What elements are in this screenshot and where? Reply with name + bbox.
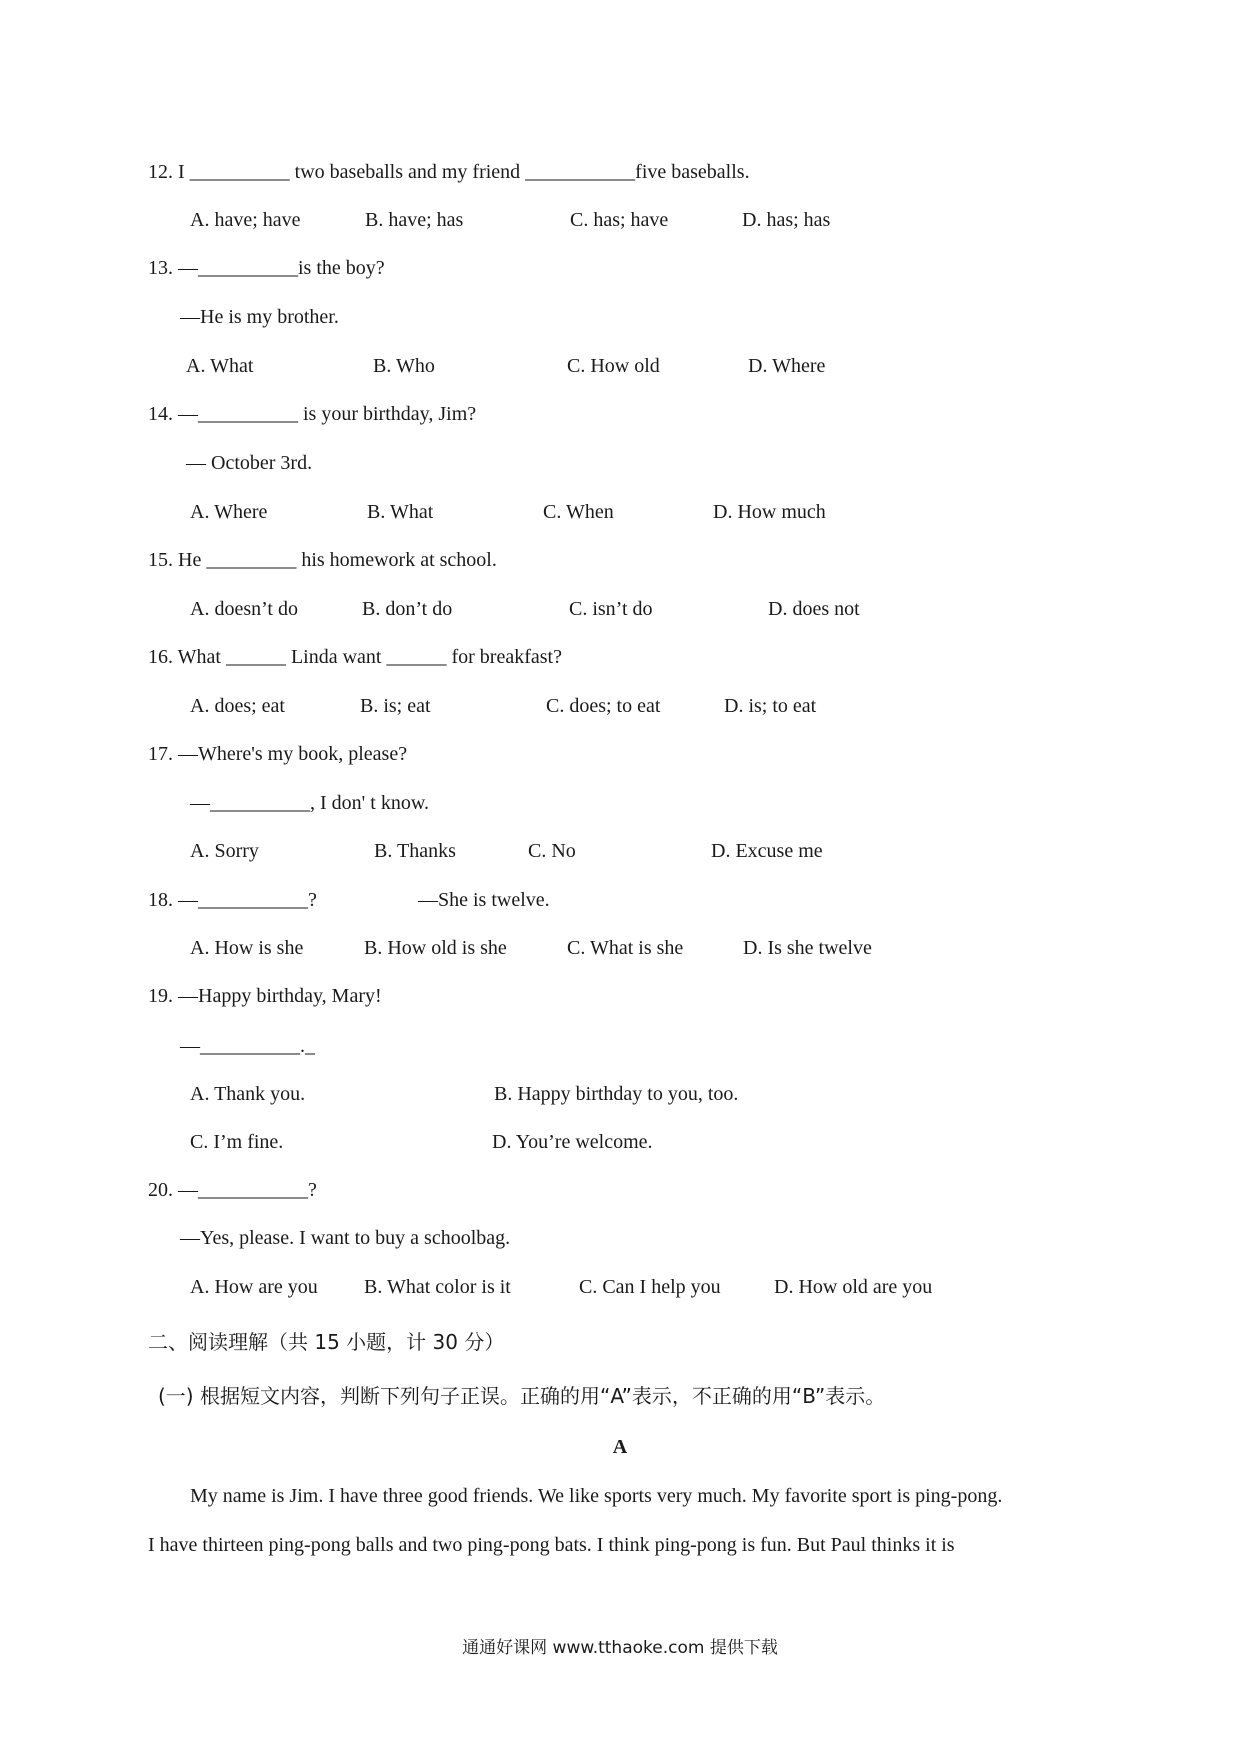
q12-option-c: C. has; have <box>570 209 669 231</box>
q13-option-a: A. What <box>186 355 254 377</box>
q20-option-d: D. How old are you <box>774 1276 933 1298</box>
q18-option-a: A. How is she <box>190 937 304 959</box>
q17-stem: 17. —Where's my book, please? <box>148 743 408 765</box>
passage-line-1: My name is Jim. I have three good friends. We like sports very much. My favorite sport is ping-pong. <box>190 1485 1003 1507</box>
q15-option-b: B. don’t do <box>362 598 453 620</box>
q17-option-a: A. Sorry <box>190 840 259 862</box>
q14-stem: 14. —__________ is your birthday, Jim? <box>148 403 477 425</box>
q16-option-b: B. is; eat <box>360 695 431 717</box>
q17-option-c: C. No <box>528 840 576 862</box>
passage-line-2: I have thirteen ping-pong balls and two ping-pong bats. I think ping-pong is fun. But Paul thinks it is <box>148 1534 955 1556</box>
q13-option-c: C. How old <box>567 355 660 377</box>
q18-option-b: B. How old is she <box>364 937 507 959</box>
q19-reply: —__________._ <box>180 1035 315 1057</box>
page-footer: 通通好课网 www.tthaoke.com 提供下载 <box>462 1638 778 1658</box>
q18-option-d: D. Is she twelve <box>743 937 872 959</box>
passage-title: A <box>612 1436 628 1458</box>
q15-option-c: C. isn’t do <box>569 598 653 620</box>
q13-reply: —He is my brother. <box>180 306 339 328</box>
q16-option-c: C. does; to eat <box>546 695 661 717</box>
q14-option-b: B. What <box>367 501 434 523</box>
q15-stem: 15. He _________ his homework at school. <box>148 549 497 571</box>
q19-option-d: D. You’re welcome. <box>492 1131 653 1153</box>
section-instruction: (一) 根据短文内容，判断下列句子正误。正确的用“A”表示，不正确的用“B”表示。 <box>158 1384 886 1408</box>
q20-reply: —Yes, please. I want to buy a schoolbag. <box>180 1227 511 1249</box>
q18-stem: 18. —___________? <box>148 889 317 911</box>
q15-option-d: D. does not <box>768 598 860 620</box>
q19-option-b: B. Happy birthday to you, too. <box>494 1083 739 1105</box>
q19-option-a: A. Thank you. <box>190 1083 306 1105</box>
q20-option-b: B. What color is it <box>364 1276 511 1298</box>
q14-reply: — October 3rd. <box>186 452 313 474</box>
q12-option-a: A. have; have <box>190 209 301 231</box>
q13-option-d: D. Where <box>748 355 826 377</box>
q13-stem: 13. —__________is the boy? <box>148 257 385 279</box>
q15-option-a: A. doesn’t do <box>190 598 298 620</box>
q19-option-c: C. I’m fine. <box>190 1131 284 1153</box>
q16-option-d: D. is; to eat <box>724 695 817 717</box>
q17-option-d: D. Excuse me <box>711 840 823 862</box>
q20-stem: 20. —___________? <box>148 1179 317 1201</box>
q13-option-b: B. Who <box>373 355 435 377</box>
section-title: 二、阅读理解（共 15 小题，计 30 分） <box>148 1330 505 1354</box>
q18-stem-reply: —She is twelve. <box>418 889 550 911</box>
q12-stem: 12. I __________ two baseballs and my friend ___________five baseballs. <box>148 161 750 183</box>
q19-stem: 19. —Happy birthday, Mary! <box>148 985 382 1007</box>
q14-option-a: A. Where <box>190 501 268 523</box>
q16-stem: 16. What ______ Linda want ______ for breakfast? <box>148 646 562 668</box>
q18-option-c: C. What is she <box>567 937 684 959</box>
q20-option-c: C. Can I help you <box>579 1276 721 1298</box>
q17-option-b: B. Thanks <box>374 840 456 862</box>
q16-option-a: A. does; eat <box>190 695 285 717</box>
q12-option-b: B. have; has <box>365 209 464 231</box>
q14-option-c: C. When <box>543 501 614 523</box>
q14-option-d: D. How much <box>713 501 826 523</box>
q20-option-a: A. How are you <box>190 1276 318 1298</box>
q17-reply: —__________, I don' t know. <box>190 792 429 814</box>
q12-option-d: D. has; has <box>742 209 831 231</box>
